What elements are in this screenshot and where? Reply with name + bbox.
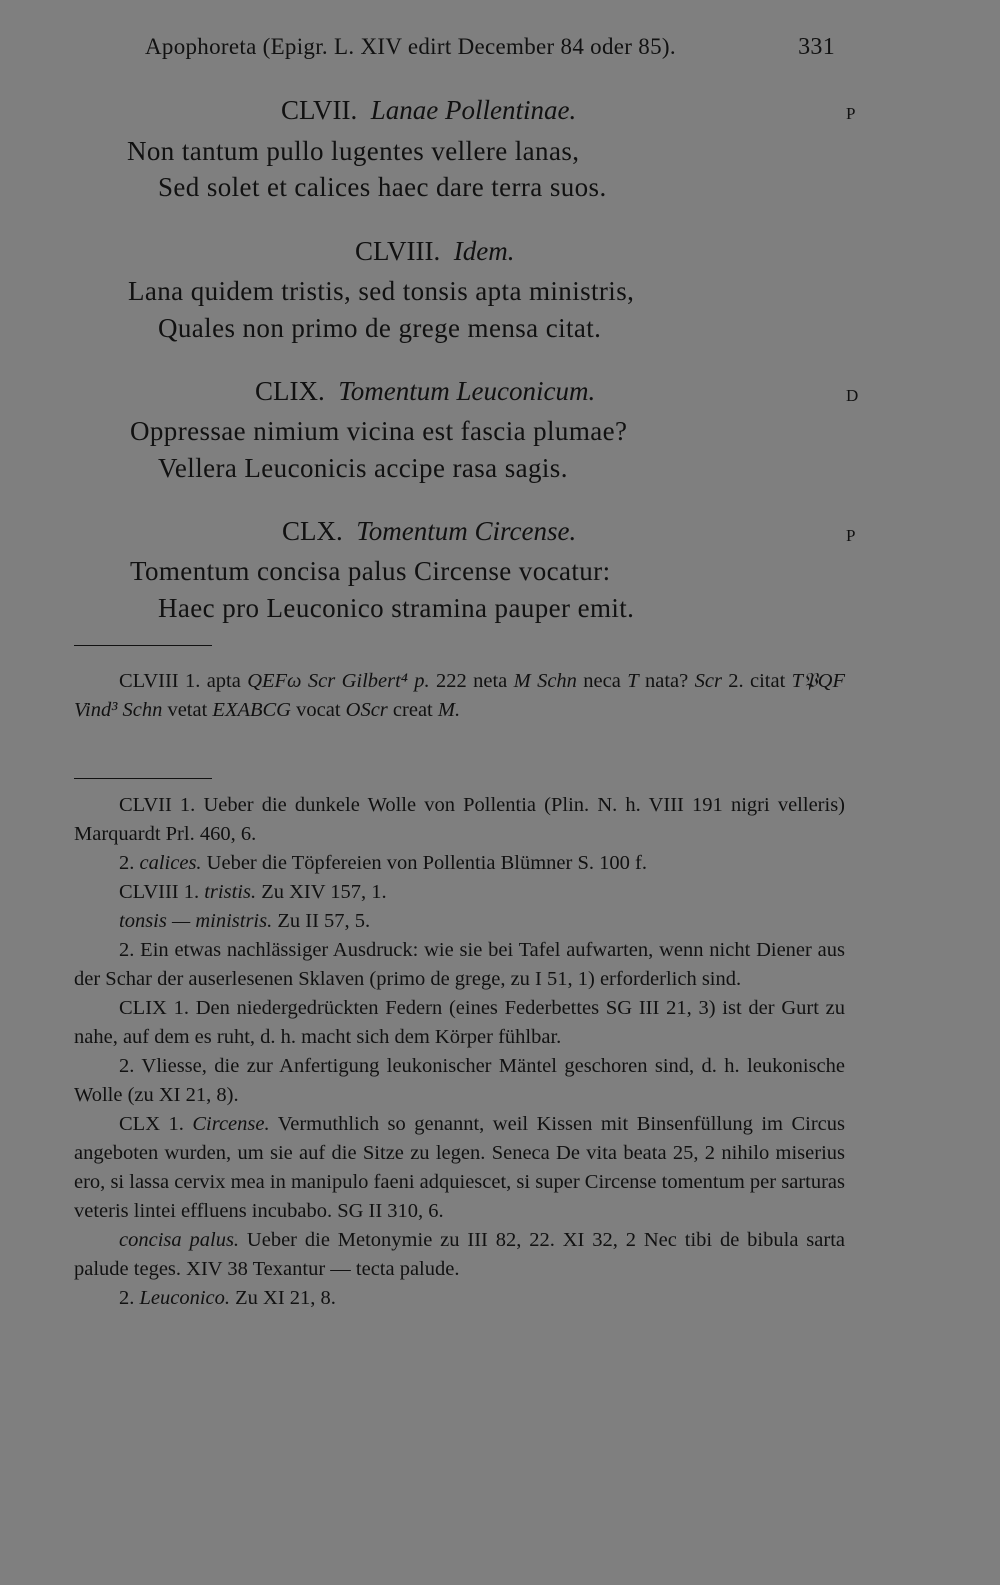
commentary-note: CLIX 1. Den niedergedrückten Federn (eines Federbettes SG III 21, 3) ist der Gurt zu nahe, auf dem es ruht, d. h. macht sich dem Körper fühlbar. (74, 997, 845, 1048)
verse-line: Lana quidem tristis, sed tonsis apta ministris, (128, 276, 635, 306)
poem-number: CLVIII. (355, 236, 441, 266)
poem-number: CLX. (282, 516, 343, 546)
italic-run: tristis. (204, 881, 257, 903)
italic-run: T𝔓QF Vind³ Schn (74, 670, 845, 721)
manuscript-siglum: D (846, 386, 859, 405)
manuscript-siglum: P (846, 526, 856, 545)
verse-line: Haec pro Leuconico stramina pauper emit. (158, 593, 635, 623)
commentary (74, 791, 845, 1313)
italic-run: M Schn (513, 670, 577, 692)
commentary-note: 2. Leuconico. Zu XI 21, 8. (119, 1287, 336, 1309)
section-divider (74, 645, 212, 646)
poem-title: Tomentum Leuconicum. (338, 376, 596, 406)
italic-run: EXABCG (212, 699, 291, 721)
commentary-note: 2. Vliesse, die zur Anfertigung leukonischer Mäntel geschoren sind, d. h. leukonische Wolle (zu XI 21, 8). (74, 1055, 845, 1106)
verse-line: Sed solet et calices haec dare terra suos. (158, 172, 607, 202)
commentary-note: 2. calices. Ueber die Töpfereien von Pollentia Blümner S. 100 f. (119, 852, 647, 874)
verse-line: Non tantum pullo lugentes vellere lanas, (127, 136, 580, 166)
running-head-title: Apophoreta (Epigr. L. XIV edirt December 84 oder 85). (145, 34, 676, 59)
italic-run: Scr (694, 670, 722, 692)
poem-title: Idem. (453, 236, 515, 266)
italic-run: Circense. (192, 1113, 270, 1135)
poem-heading (255, 376, 595, 407)
commentary-note: concisa palus. Ueber die Metonymie zu III 82, 22. XI 32, 2 Nec tibi de bibula sarta palude teges. XIV 38 Texantur — tecta palude. (74, 1229, 845, 1280)
verse-line: Tomentum concisa palus Circense vocatur: (130, 556, 611, 586)
apparatus-entry: CLVIII 1. apta QEFω Scr Gilbert⁴ p. 222 neta M Schn neca T nata? Scr 2. citat T𝔓QF Vind³ Schn vetat EXABCG vocat OScr creat M. (74, 670, 845, 721)
poem-title: Lanae Pollentinae. (370, 95, 577, 125)
poem-number: CLIX. (255, 376, 325, 406)
italic-run: OScr (345, 699, 388, 721)
poem-heading (281, 95, 576, 126)
poem-title: Tomentum Circense. (356, 516, 577, 546)
verse-line: Vellera Leuconicis accipe rasa sagis. (158, 453, 568, 483)
running-head (145, 34, 835, 60)
page-number: 331 (798, 34, 835, 60)
manuscript-siglum: P (846, 104, 856, 123)
italic-run: calices. (139, 852, 202, 874)
poem-heading (355, 236, 514, 267)
commentary-note: CLVIII 1. tristis. Zu XIV 157, 1. (119, 881, 387, 903)
italic-run: concisa palus. (119, 1229, 240, 1251)
section-divider (74, 778, 212, 779)
verse-line: Oppressae nimium vicina est fascia plumae? (130, 416, 628, 446)
italic-run: tonsis — ministris. (119, 910, 273, 932)
commentary-note: 2. Ein etwas nachlässiger Ausdruck: wie sie bei Tafel aufwarten, wenn nicht Diener aus der Schar der auserlesenen Sklaven (primo de grege, zu I 51, 1) erforderlich sind. (74, 939, 845, 990)
commentary-note: CLVII 1. Ueber die dunkele Wolle von Pollentia (Plin. N. h. VIII 191 nigri velleris) Marquardt Prl. 460, 6. (74, 794, 845, 845)
italic-run: QEFω Scr Gilbert⁴ p. (247, 670, 430, 692)
poem-heading (282, 516, 576, 547)
verse-line: Quales non primo de grege mensa citat. (158, 313, 602, 343)
commentary-note: CLX 1. Circense. Vermuthlich so genannt, weil Kissen mit Binsenfüllung im Circus angeboten wurden, um sie auf die Sitze zu legen. Seneca De vita beata 25, 2 nihilo miserius ero, si lassa cervix mea in manipulo faeni adquiescet, si super Circense tomentum per sarturas veteris lintei effluens incubabo. SG II 310, 6. (74, 1113, 845, 1222)
poem-number: CLVII. (281, 95, 358, 125)
critical-apparatus (74, 667, 845, 725)
italic-run: M. (437, 699, 461, 721)
italic-run: T (627, 670, 639, 692)
italic-run: Leuconico. (139, 1287, 231, 1309)
commentary-note: tonsis — ministris. Zu II 57, 5. (119, 910, 371, 932)
